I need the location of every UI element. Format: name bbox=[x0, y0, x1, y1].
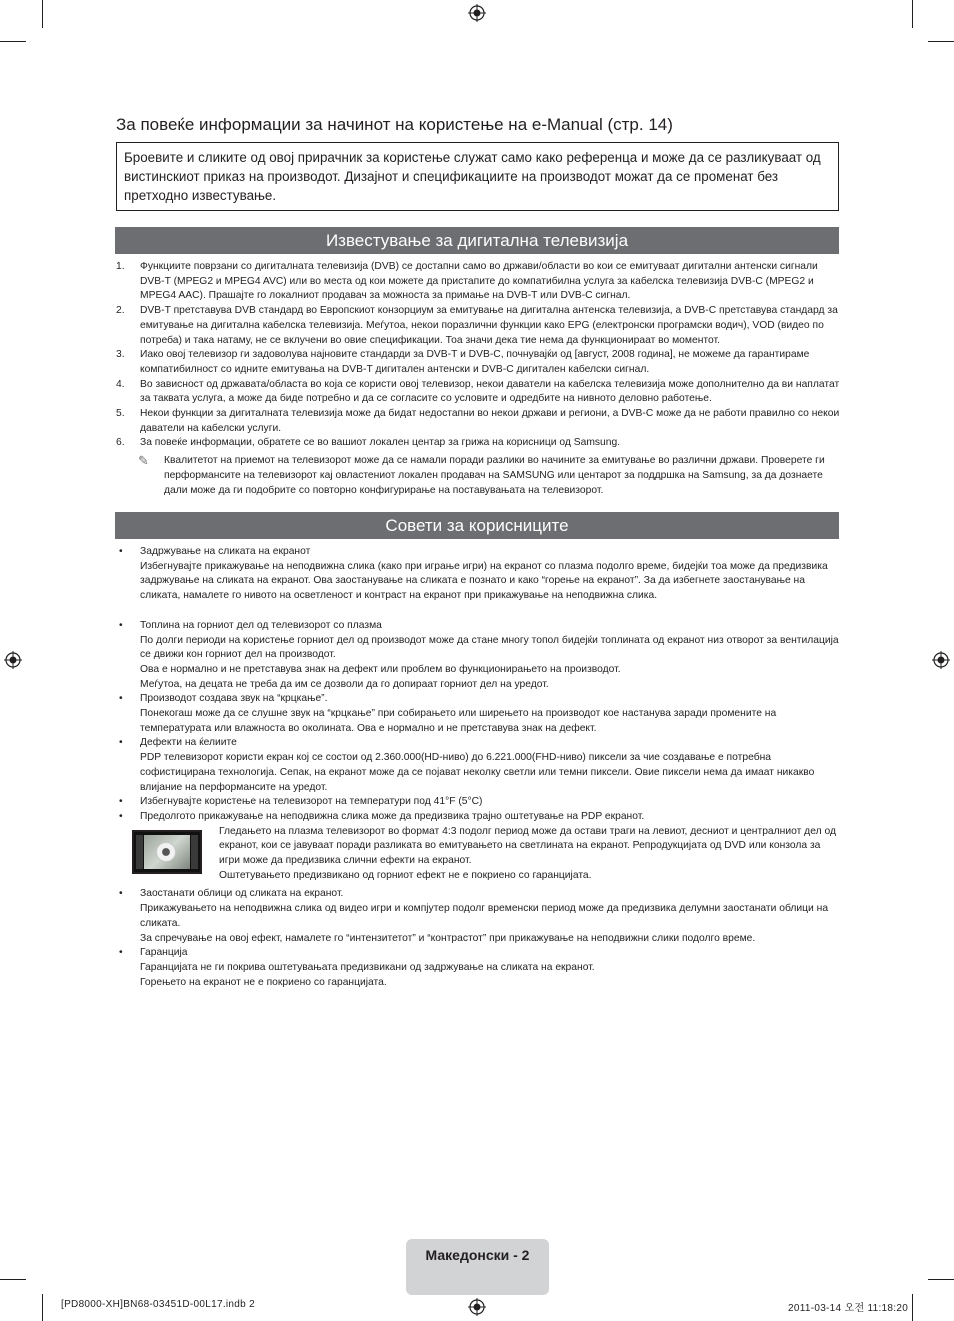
item-text: За повеќе информации, обратете се во вашиот локален центар за грижа на корисници од Samsung. bbox=[140, 437, 621, 449]
list-item bbox=[116, 545, 840, 604]
bullet: • bbox=[119, 810, 123, 822]
crop-mark-bottom-right-h bbox=[928, 1279, 954, 1280]
item-text: Иако овој телевизор ги задоволува најновите стандарди за DVB-T и DVB-C, почнувајќи од [август, 2008 година], не можеме да гарантираме компатибилност со идните емитувања на DVB-T дигитален антенски и DVB-C дигитален кабелски сигнал. bbox=[140, 349, 810, 375]
item-number: 5. bbox=[116, 408, 125, 420]
list-item bbox=[116, 378, 840, 407]
tip-text: Меѓутоа, на децата не треба да им се дозволи да го допираат горниот дел на уредот. bbox=[140, 678, 549, 690]
note-text: Квалитетот на приемот на телевизорот може да се намали поради разлики во начините за емитување во различни држави. Проверете ги перформансите на телевизорот кај овластениот локален продавач на SAMSUNG или центарот за поддршка на Samsung, за да дознаете дали може да ги подобрите со повторно конфигурирање на поставувањата на телевизорот. bbox=[164, 455, 825, 496]
tip-text: Гледањето на плазма телевизорот во формат 4:3 подолг период може да остави траги на левиот, десниот и централниот дел од екранот, кои се јавуваат поради разликата во емитувањето на светлината на екранот. Репродукцијата од DVD или конзола за игри може да предизвика слични ефекти на екранот. bbox=[219, 825, 836, 867]
tip-title: Топлина на горниот дел од телевизорот со плазма bbox=[140, 619, 382, 631]
tip-title: Производот создава звук на “крцкање”. bbox=[140, 693, 328, 705]
tip-title: Задржување на сликата на екранот bbox=[140, 546, 311, 557]
tip-text: Горењето на екранот не е покриено со гаранцијата. bbox=[140, 976, 387, 988]
list-item bbox=[116, 407, 840, 436]
crop-mark-bottom-left-h bbox=[0, 1279, 26, 1280]
bullet: • bbox=[119, 796, 123, 808]
item-number: 4. bbox=[116, 378, 125, 390]
pencil-note-icon: ✎ bbox=[138, 453, 149, 469]
tip-text: Оштетувањето предизвикано од горниот ефект не е покриено со гаранцијата. bbox=[219, 869, 592, 881]
tip-text: Ова е нормално и не претставува знак на дефект или проблем во функционирањето на производот. bbox=[140, 663, 621, 675]
list-item bbox=[116, 795, 840, 810]
bullet: • bbox=[119, 693, 123, 705]
tip-title: Гаранција bbox=[140, 947, 188, 959]
page-title: За повеќе информации за начинот на користење на e-Manual (стр. 14) bbox=[116, 115, 673, 134]
list-item bbox=[116, 304, 840, 348]
tv-4-3-image-icon bbox=[132, 830, 202, 874]
bullet: • bbox=[119, 546, 123, 557]
item-text: Некои функции за дигиталната телевизија може да бидат недостапни во некои држави и региони, а DVB-C може да не работи правилно со некои даватели на кабелски услуги. bbox=[140, 408, 840, 434]
tip-text: Гаранцијата не ги покрива оштетувањата предизвикани од задржување на сликата на екранот. bbox=[140, 961, 595, 973]
tip-title: Предолгото прикажување на неподвижна слика може да предизвика трајно оштетување на PDP екранот. bbox=[140, 810, 645, 822]
item-number: 1. bbox=[116, 261, 125, 272]
bullet: • bbox=[119, 619, 123, 631]
list-item bbox=[116, 946, 840, 990]
crop-mark-top-left-h bbox=[0, 41, 26, 42]
digital-tv-list bbox=[116, 260, 840, 498]
registration-mark-icon bbox=[4, 651, 22, 669]
file-info: [PD8000-XH]BN68-03451D-00L17.indb 2 bbox=[61, 1299, 255, 1310]
item-text: Функциите поврзани со дигиталната телевизија (DVB) се достапни само во држави/области во кои се емитуваат дигитални антенски сигнали DVB-T (MPEG2 и MPEG4 AVC) или во места од кои можете да пристапите до компатибилна услуга за кабелска телевизија DVB-C (MPEG2 и MPEG4 AAC). Прашајте го локалниот продавач за можноста за примање на DVB-T или DVB-C сигнал. bbox=[140, 261, 818, 302]
crop-mark-bottom-right bbox=[912, 1294, 913, 1321]
tip-text: По долги периоди на користење горниот дел од производот може да стане многу топол бидејќи топлината од екранот низ отворот за вентилација се движи кон горниот дел на производот. bbox=[140, 634, 839, 661]
print-timestamp: 2011-03-14 오전 11:18:20 bbox=[788, 1303, 909, 1314]
item-text: Во зависност од државата/областа во која се користи овој телевизор, некои даватели на кабелска телевизија може дополнително да ви наплатат за таквата услуга, а може да биде потребно и да се согласите со условите и одредбите на нивното деловно работење. bbox=[140, 378, 840, 405]
list-item bbox=[116, 692, 840, 736]
registration-mark-icon bbox=[468, 1298, 486, 1316]
static-image-example bbox=[132, 825, 840, 884]
tip-text: Избегнувајте прикажување на неподвижна слика (како при играње игри) на екранот со плазма подолго време, бидејќи тоа може да предизвика задржување на сликата на екранот. Ова заостанување на сликата е познато и како “горење на екранот”. За да избегнете заостанување на сликата, намалете го нивото на осветленост и контраст на екранот при прикажување на неподвижна слика. bbox=[140, 560, 828, 602]
tip-text: За спречување на овој ефект, намалете го “интензитетот” и “контрастот” при прикажување на неподвижни слики подолго време. bbox=[140, 932, 756, 944]
item-text: DVB-T претставува DVB стандард во Европскиот конзорциум за емитување на дигитална антенска телевизија, а DVB-C претставува стандард за емитување на дигитална кабелска телевизија. Меѓутоа, некои поразлични функции како EPG (електронски програмски водич), VOD (видео по потреба) и така натаму, не се вклучени во овие спецификации. Тоа значи дека тие нема да функционираат во моментот. bbox=[140, 305, 838, 346]
list-item bbox=[116, 348, 840, 377]
tip-title: Дефекти на ќелиите bbox=[140, 737, 237, 749]
crop-mark-top-left bbox=[42, 0, 43, 28]
list-item bbox=[116, 736, 840, 795]
section-heading-tips: Совети за корисниците bbox=[115, 512, 839, 539]
crop-mark-bottom-left bbox=[42, 1294, 43, 1321]
tips-list bbox=[116, 545, 840, 990]
list-item bbox=[116, 887, 840, 946]
list-item bbox=[116, 619, 840, 693]
reception-note bbox=[138, 454, 840, 498]
tip-text: PDP телевизорот користи екран кој се состои од 2.360.000(HD-ниво) до 6.221.000(FHD-ниво) пиксели за чие создавање е потребна софистицирана технологија. Сепак, на екранот може да се појават неколку светли или темни пиксели. Овие пиксели нема да имаат никакво влијание на перформансите на уредот. bbox=[140, 752, 815, 793]
bullet: • bbox=[119, 737, 123, 749]
registration-mark-icon bbox=[468, 4, 486, 22]
list-item bbox=[116, 260, 840, 304]
page-number-tab: Македонски - 2 bbox=[406, 1239, 549, 1295]
tip-text: Прикажувањето на неподвижна слика од видео игри и компјутер подолг временски период може да предизвика делумни заостанати облици на сликата. bbox=[140, 903, 829, 929]
tip-text: Понекогаш може да се слушне звук на “крцкање” при собирањето или ширењето на производот кое настанува заради промените на температурата или влажноста во околината. Ова е нормално и не претставува знак на дефект. bbox=[140, 708, 777, 734]
registration-mark-icon bbox=[932, 651, 950, 669]
list-item bbox=[116, 436, 840, 451]
crop-mark-top-right bbox=[912, 0, 913, 28]
list-item bbox=[116, 810, 840, 825]
section-heading-digital-tv: Известување за дигитална телевизија bbox=[115, 227, 839, 254]
tip-title: Избегнувајте користење на телевизорот на температури под 41°F (5°C) bbox=[140, 796, 483, 808]
bullet: • bbox=[119, 947, 123, 959]
item-number: 3. bbox=[116, 349, 125, 361]
item-number: 6. bbox=[116, 437, 125, 449]
disclaimer-box: Броевите и сликите од овој прирачник за користење служат само како референца и може да се разликуваат од вистинскиот приказ на производот. Дизајнот и спецификациите на производот можат да се променат без претходно известување. bbox=[116, 142, 839, 211]
bullet: • bbox=[119, 888, 123, 900]
crop-mark-top-right-h bbox=[928, 41, 954, 42]
item-number: 2. bbox=[116, 305, 125, 317]
tip-title: Заостанати облици од сликата на екранот. bbox=[140, 888, 344, 900]
